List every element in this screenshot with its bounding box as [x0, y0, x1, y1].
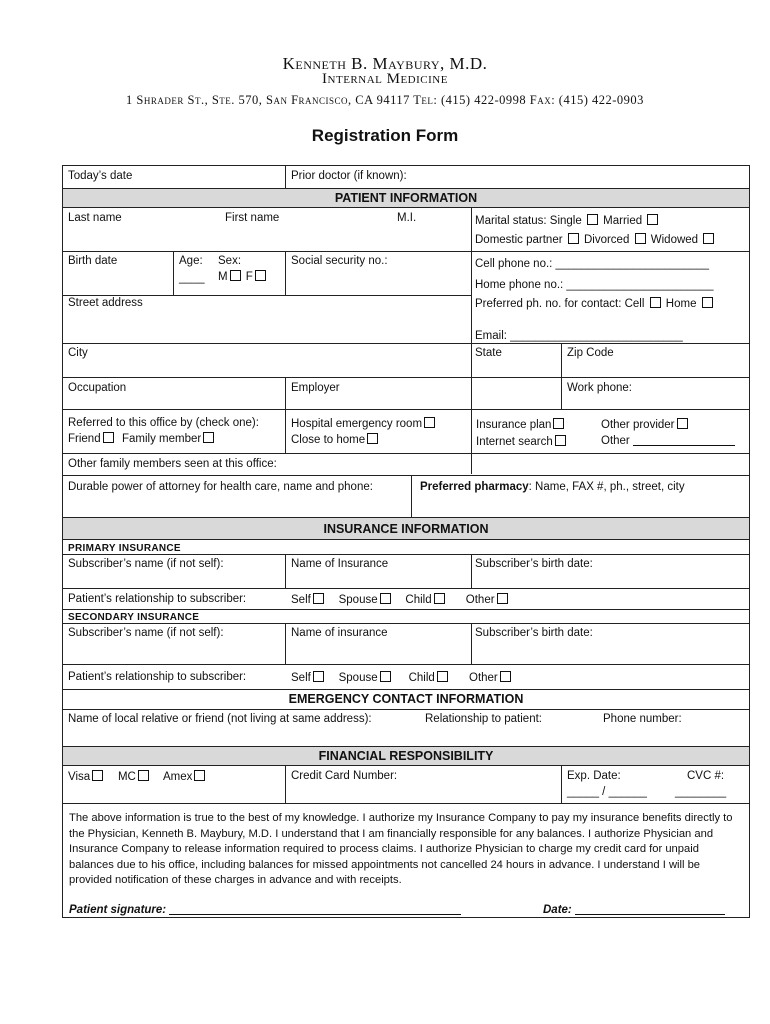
preferred-home-label: Home [665, 298, 697, 310]
credit-card-number-field[interactable]: Credit Card Number: [291, 770, 398, 782]
signature-date-label: Date: [543, 904, 572, 916]
primary-other-label: Other [465, 594, 495, 606]
patient-info-heading: PATIENT INFORMATION [334, 191, 478, 205]
employer-field[interactable]: Employer [291, 382, 340, 394]
family-member-label: Family member [122, 433, 202, 445]
primary-spouse-label: Spouse [338, 594, 378, 606]
birth-date-field[interactable]: Birth date [68, 255, 118, 267]
authorization-statement: The above information is true to the best of my knowledge. I authorize my Insurance Company to pay my insurance benefits directly to the Physician, Kenneth B. Maybury, M.D. I understand that I am financially responsible for any balances. I authorize Physician and Insurance Company to release information required to process claims. I authorize Physician to charge my credit card for unpaid balances due to his office, including balances for missed appointments not cancelled 24 hours in advance. I understand I will be provided notification of these charges in advance and with receipts. [69, 812, 733, 886]
primary-spouse-checkbox[interactable] [380, 593, 391, 604]
power-of-attorney-field[interactable]: Durable power of attorney for health care, name and phone: [68, 481, 373, 493]
family-member-checkbox[interactable] [203, 432, 214, 443]
last-name-field[interactable]: Last name [68, 212, 122, 224]
age-label: Age: [179, 255, 203, 267]
sex-label: Sex: [218, 255, 242, 267]
patient-signature-field[interactable] [169, 914, 461, 915]
marital-single-label: Marital status: Single [475, 215, 582, 227]
visa-label: Visa [68, 771, 91, 783]
date-signature-row [543, 904, 725, 916]
primary-self-checkbox[interactable] [313, 593, 324, 604]
divorced-label: Divorced [583, 234, 630, 246]
referred-row-left [68, 432, 216, 445]
middle-initial-field[interactable]: M.I. [397, 212, 417, 224]
referred-other-row [601, 435, 735, 447]
hospital-er-label: Hospital emergency room [291, 418, 423, 430]
first-name-field[interactable]: First name [225, 212, 280, 224]
secondary-self-checkbox[interactable] [313, 671, 324, 682]
married-checkbox[interactable] [647, 214, 658, 225]
patient-signature-label: Patient signature: [69, 904, 167, 916]
close-to-home-label: Close to home [291, 434, 366, 446]
cvc-field[interactable]: ________ [675, 786, 727, 798]
internet-search-label: Internet search [476, 436, 553, 448]
secondary-self-label: Self [291, 672, 311, 684]
age-field[interactable]: ____ [179, 272, 205, 284]
physician-specialty: Internal Medicine [322, 71, 448, 87]
other-provider-checkbox[interactable] [677, 418, 688, 429]
primary-child-label: Child [405, 594, 432, 606]
primary-relationship-label: Patient’s relationship to subscriber: [68, 593, 247, 605]
widowed-checkbox[interactable] [703, 233, 714, 244]
visa-checkbox[interactable] [92, 770, 103, 781]
preferred-home-checkbox[interactable] [702, 297, 713, 308]
referred-insurance-row [476, 418, 566, 431]
emergency-contact-heading: EMERGENCY CONTACT INFORMATION [288, 692, 524, 706]
primary-insurance-name-field[interactable]: Name of Insurance [291, 558, 389, 570]
domestic-partner-checkbox[interactable] [568, 233, 579, 244]
state-field[interactable]: State [475, 347, 502, 359]
referred-internet-row [476, 435, 568, 448]
primary-self-label: Self [291, 594, 311, 606]
office-address: 1 Shrader St., Ste. 570, San Francisco, CA 94117 Tel: (415) 422-0998 Fax: (415) 422-0903 [126, 93, 644, 107]
secondary-subscriber-field[interactable]: Subscriber’s name (if not self): [68, 627, 224, 639]
male-checkbox[interactable] [230, 270, 241, 281]
referred-other-provider-row [601, 418, 690, 431]
exp-date-label: Exp. Date: [567, 770, 621, 782]
mc-label: MC [117, 771, 136, 783]
insurance-plan-label: Insurance plan [476, 419, 552, 431]
secondary-relationship-label: Patient’s relationship to subscriber: [68, 671, 247, 683]
primary-subscriber-birth-field[interactable]: Subscriber’s birth date: [475, 558, 593, 570]
todays-date-field[interactable]: Today’s date [68, 170, 133, 182]
primary-other-checkbox[interactable] [497, 593, 508, 604]
cell-phone-field[interactable]: Cell phone no.: ________________________ [475, 258, 710, 270]
primary-insurance-heading: PRIMARY INSURANCE [68, 543, 181, 554]
local-relative-field[interactable]: Name of local relative or friend (not living at same address): [68, 713, 372, 725]
exp-date-field[interactable]: _____ / ______ [567, 786, 647, 798]
registration-form [62, 165, 750, 918]
financial-heading: FINANCIAL RESPONSIBILITY [318, 749, 494, 763]
sex-options [218, 270, 268, 283]
hospital-er-checkbox[interactable] [424, 417, 435, 428]
secondary-other-label: Other [469, 672, 498, 684]
close-to-home-checkbox[interactable] [367, 433, 378, 444]
female-label: F [245, 271, 253, 283]
secondary-spouse-label: Spouse [338, 672, 378, 684]
emergency-relationship-field[interactable]: Relationship to patient: [425, 713, 542, 725]
male-label: M [218, 271, 228, 283]
marital-status-row2 [475, 233, 716, 246]
emergency-phone-field[interactable]: Phone number: [603, 713, 682, 725]
ssn-field[interactable]: Social security no.: [291, 255, 388, 267]
internet-search-checkbox[interactable] [555, 435, 566, 446]
insurance-plan-checkbox[interactable] [553, 418, 564, 429]
amex-label: Amex [163, 771, 193, 783]
preferred-cell-checkbox[interactable] [650, 297, 661, 308]
referred-label: Referred to this office by (check one): [68, 417, 259, 429]
physician-name: Kenneth B. Maybury, M.D. [282, 54, 488, 73]
secondary-other-checkbox[interactable] [500, 671, 511, 682]
widowed-label: Widowed [650, 234, 699, 246]
prior-doctor-field[interactable]: Prior doctor (if known): [291, 170, 407, 182]
secondary-child-label: Child [408, 672, 435, 684]
pharmacy-label: Preferred pharmacy [420, 481, 529, 493]
other-referral-label: Other [601, 435, 630, 447]
primary-relationship-options [291, 593, 510, 606]
email-field[interactable]: Email: ___________________________ [475, 330, 683, 342]
other-referral-field[interactable] [633, 445, 735, 446]
friend-label: Friend [68, 433, 101, 445]
other-provider-label: Other provider [601, 419, 675, 431]
marital-status-row1 [475, 214, 660, 227]
preferred-pharmacy-field[interactable] [420, 481, 685, 493]
preferred-phone-label: Preferred ph. no. for contact: Cell [475, 298, 645, 310]
zip-code-field[interactable]: Zip Code [567, 347, 614, 359]
secondary-relationship-options [291, 671, 513, 684]
street-address-field[interactable]: Street address [68, 297, 143, 309]
work-phone-field[interactable]: Work phone: [567, 382, 632, 394]
domestic-partner-label: Domestic partner [475, 234, 563, 246]
amex-checkbox[interactable] [194, 770, 205, 781]
home-phone-field[interactable]: Home phone no.: _______________________ [475, 279, 714, 291]
signature-date-field[interactable] [575, 914, 725, 915]
married-label: Married [603, 215, 643, 227]
secondary-insurance-heading: SECONDARY INSURANCE [68, 612, 200, 623]
form-title: Registration Form [311, 126, 459, 145]
referred-hospital-row [291, 417, 437, 430]
patient-signature-row [69, 904, 461, 916]
mc-checkbox[interactable] [138, 770, 149, 781]
card-type-options [68, 770, 207, 783]
preferred-phone-row [475, 297, 715, 310]
insurance-info-heading: INSURANCE INFORMATION [323, 522, 489, 536]
secondary-subscriber-birth-field[interactable]: Subscriber’s birth date: [475, 627, 593, 639]
female-checkbox[interactable] [255, 270, 266, 281]
other-family-field[interactable]: Other family members seen at this office: [68, 458, 277, 470]
single-checkbox[interactable] [587, 214, 598, 225]
cvc-label: CVC #: [687, 770, 725, 782]
friend-checkbox[interactable] [103, 432, 114, 443]
occupation-field[interactable]: Occupation [68, 382, 127, 394]
city-field[interactable]: City [68, 347, 88, 359]
primary-child-checkbox[interactable] [434, 593, 445, 604]
pharmacy-details-label: : Name, FAX #, ph., street, city [528, 481, 685, 493]
secondary-insurance-name-field[interactable]: Name of insurance [291, 627, 388, 639]
secondary-spouse-checkbox[interactable] [380, 671, 391, 682]
primary-subscriber-field[interactable]: Subscriber’s name (if not self): [68, 558, 224, 570]
secondary-child-checkbox[interactable] [437, 671, 448, 682]
referred-close-row [291, 433, 380, 446]
divorced-checkbox[interactable] [635, 233, 646, 244]
